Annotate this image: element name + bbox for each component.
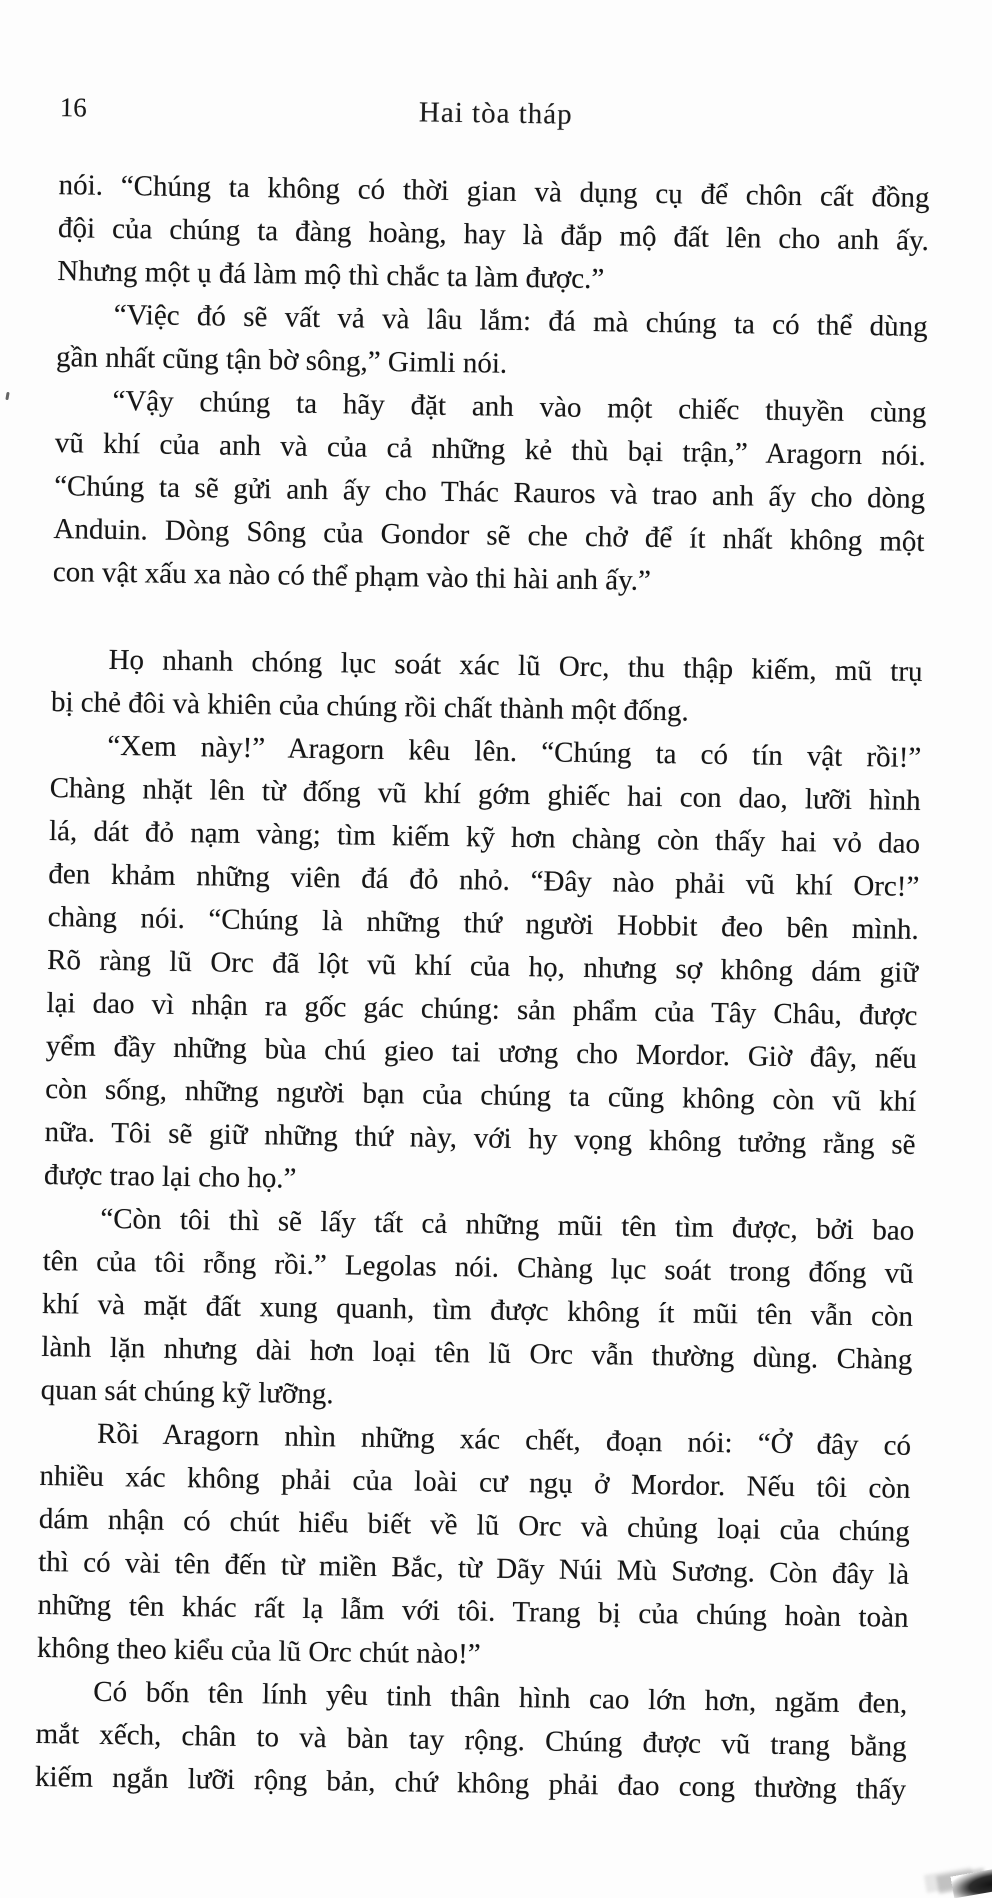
- paragraph: [56, 293, 928, 392]
- scan-content: [1, 0, 992, 1806]
- text-line: Nhưng một ụ đá làm mộ thì chắc ta làm được.”: [57, 255, 605, 296]
- text-line: lá, dát đỏ nạm vàng; tìm kiếm kỹ hơn chàng còn thấy hai vỏ dao: [48, 814, 921, 860]
- text-line: Rõ ràng lũ Orc đã lột vũ khí của họ, nhưng sợ không dám giữ: [46, 943, 919, 989]
- text-line: thì có vài tên đến từ miền Bắc, từ Dãy Núi Mù Sương. Còn đây là: [37, 1545, 910, 1591]
- text-line: bị chẻ đôi và khiên của chúng rồi chất thành một đống.: [50, 686, 690, 728]
- paragraph: [51, 638, 923, 737]
- body-text: [35, 164, 930, 1812]
- text-line: mắt xếch, chân to và bàn tay rộng. Chúng được vũ trang bằng: [35, 1717, 907, 1763]
- text-line: “Vậy chúng ta hãy đặt anh vào một chiếc thuyền cùng: [112, 384, 927, 429]
- text-line: Họ nhanh chóng lục soát xác lũ Orc, thu thập kiếm, mũ trụ: [108, 643, 923, 688]
- text-line: khí và mặt đất xung quanh, tìm được không ít mũi tên vẫn còn: [41, 1287, 914, 1333]
- text-line: đen khảm những viên đá đỏ nhỏ. “Đây nào phải vũ khí Orc!”: [48, 857, 920, 903]
- text-line: còn sống, những người bạn của chúng ta cũng không còn vũ khí: [45, 1072, 917, 1118]
- text-line: “Việc đó sẽ vất vả và lâu lắm: đá mà chúng ta có thể dùng: [113, 298, 928, 343]
- text-line: không theo kiểu của lũ Orc chút nào!”: [36, 1631, 481, 1671]
- page-header: [0, 89, 992, 144]
- running-header-title: Hai tòa tháp: [418, 96, 573, 131]
- text-line: lành lặn nhưng dài hơn loại tên lũ Orc vẫn thường dùng. Chàng: [41, 1330, 913, 1376]
- text-line: tên của tôi rỗng rồi.” Legolas nói. Chàng lục soát trong đống vũ: [42, 1244, 914, 1290]
- page-number: 16: [59, 92, 88, 123]
- text-line: chàng nói. “Chúng là những thứ người Hobbit đeo bên mình.: [47, 900, 919, 946]
- text-line: Rồi Aragorn nhìn những xác chết, đoạn nói: “Ở đây có: [96, 1417, 912, 1462]
- text-line: “Chúng ta sẽ gửi anh ấy cho Thác Rauros và trao anh ấy cho dòng: [53, 470, 926, 515]
- text-line: nhiều xác không phải của loài cư ngụ ở Mordor. Nếu tôi còn: [39, 1459, 911, 1505]
- paragraph: [53, 379, 927, 607]
- paragraph: [40, 1197, 914, 1425]
- paragraph: [35, 1670, 908, 1812]
- text-line: đội của chúng ta đàng hoàng, hay là đắp mộ đất lên cho anh ấy.: [57, 212, 930, 257]
- text-line: gần nhất cũng tận bờ sông,” Gimli nói.: [55, 341, 508, 380]
- paragraph: [57, 164, 930, 306]
- text-line: dám nhận có chút hiểu biết về lũ Orc và chủng loại của chúng: [38, 1502, 911, 1548]
- text-line: Anduin. Dòng Sông của Gondor sẽ che chở để ít nhất không một: [53, 513, 925, 558]
- text-line: kiếm ngắn lưỡi rộng bản, chứ không phải đao cong thường thấy: [34, 1760, 907, 1806]
- text-line: lại dao vì nhận ra gốc gác chúng: sản phẩm của Tây Châu, được: [46, 986, 918, 1032]
- text-line: yểm đầy những bùa chú gieo tai ương cho Mordor. Giờ đây, nếu: [45, 1029, 918, 1075]
- text-line: “Còn tôi thì sẽ lấy tất cả những mũi tên tìm được, bởi bao: [100, 1202, 915, 1247]
- text-line: được trao lại cho họ.”: [43, 1158, 297, 1195]
- scanner-corner-smudge: [950, 1868, 992, 1898]
- paragraph: [37, 1412, 912, 1683]
- text-line: những tên khác rất lạ lẫm với tôi. Trang bị của chúng hoàn toàn: [37, 1588, 909, 1634]
- text-line: “Xem này!” Aragorn kêu lên. “Chúng ta có tín vật rồi!”: [107, 729, 922, 774]
- text-line: quan sát chúng kỹ lưỡng.: [40, 1373, 334, 1411]
- text-line: nữa. Tôi sẽ giữ những thứ này, với hy vọng không tưởng rằng sẽ: [44, 1115, 916, 1161]
- text-line: vũ khí của anh và của cả những kẻ thù bại trận,” Aragorn nói.: [54, 427, 926, 472]
- text-line: nói. “Chúng ta không có thời gian và dụng cụ để chôn cất đồng: [58, 169, 930, 214]
- text-line: con vật xấu xa nào có thể phạm vào thi hài anh ấy.”: [52, 556, 652, 597]
- ink-speck-artifact: [5, 392, 9, 400]
- paragraph: [44, 724, 922, 1210]
- text-line: Chàng nhặt lên từ đống vũ khí gớm ghiếc hai con dao, lưỡi hình: [49, 771, 921, 817]
- text-line: Có bốn tên lính yêu tinh thân hình cao lớn hơn, ngăm đen,: [93, 1675, 908, 1720]
